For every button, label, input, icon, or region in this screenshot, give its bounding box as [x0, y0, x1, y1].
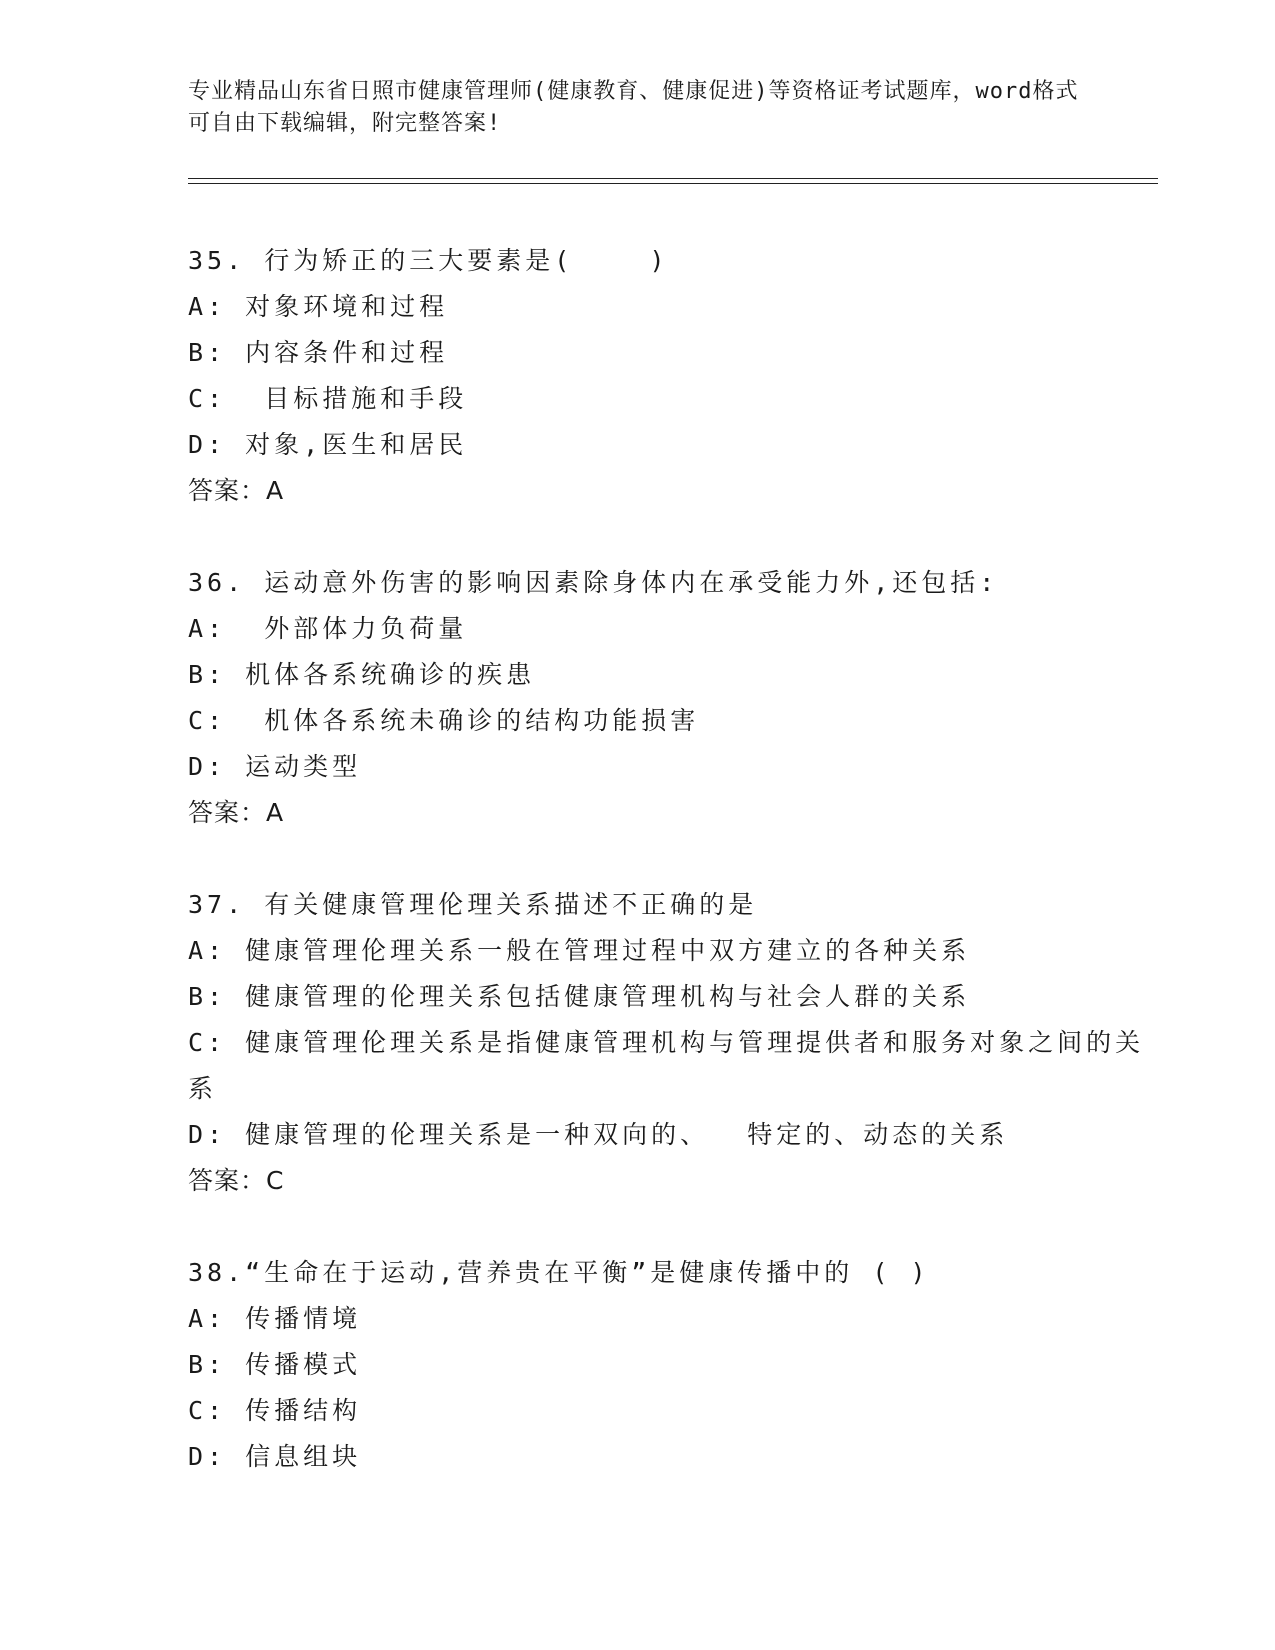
option-text: 健康管理伦理关系是指健康管理机构与管理提供者和服务对象之间的关系 — [188, 1028, 1145, 1103]
question-stem: 35. 行为矫正的三大要素是( ) — [188, 246, 669, 275]
question-35 — [188, 238, 1148, 514]
option-key: C: — [188, 706, 246, 735]
option-d — [188, 744, 1148, 790]
answer-line: 答案：A — [188, 476, 285, 505]
option-text: 机体各系统确诊的疾患 — [245, 660, 536, 689]
header-rule-bottom — [188, 183, 1158, 184]
option-key: A: — [188, 936, 246, 965]
option-a — [188, 1296, 1148, 1342]
option-a — [188, 606, 1148, 652]
option-key: D: — [188, 752, 246, 781]
option-text: 机体各系统未确诊的结构功能损害 — [245, 706, 700, 735]
question-37 — [188, 882, 1148, 1204]
option-key: B: — [188, 982, 246, 1011]
option-text: 传播模式 — [245, 1350, 362, 1379]
option-text: 外部体力负荷量 — [245, 614, 468, 643]
option-text: 对象环境和过程 — [245, 292, 449, 321]
document-header — [188, 76, 1088, 140]
option-b — [188, 974, 1148, 1020]
option-c — [188, 376, 1148, 422]
option-key: A: — [188, 1304, 246, 1333]
option-b — [188, 330, 1148, 376]
question-stem: 36. 运动意外伤害的影响因素除身体内在承受能力外,还包括: — [188, 568, 999, 597]
option-d — [188, 1434, 1148, 1480]
answer-line: 答案：A — [188, 798, 285, 827]
option-text: 内容条件和过程 — [245, 338, 449, 367]
option-b — [188, 652, 1148, 698]
option-key: B: — [188, 338, 246, 367]
option-c — [188, 1388, 1148, 1434]
option-c — [188, 698, 1148, 744]
header-rule-top — [188, 178, 1158, 179]
option-d — [188, 422, 1148, 468]
option-text: 对象,医生和居民 — [245, 430, 468, 459]
option-key: D: — [188, 1442, 246, 1471]
option-key: C: — [188, 1396, 246, 1425]
option-key: D: — [188, 430, 246, 459]
option-text: 传播结构 — [245, 1396, 362, 1425]
option-text: 传播情境 — [245, 1304, 362, 1333]
question-36 — [188, 560, 1148, 836]
answer-line: 答案：C — [188, 1166, 285, 1195]
option-text: 健康管理的伦理关系包括健康管理机构与社会人群的关系 — [245, 982, 971, 1011]
header-text: 专业精品山东省日照市健康管理师(健康教育、健康促进)等资格证考试题库，word格式可自由下载编辑，附完整答案! — [188, 79, 1079, 136]
question-list — [188, 238, 1148, 1526]
option-b — [188, 1342, 1148, 1388]
option-key: D: — [188, 1120, 246, 1149]
option-key: C: — [188, 1028, 246, 1057]
option-key: C: — [188, 384, 246, 413]
option-c — [188, 1020, 1148, 1112]
option-key: A: — [188, 614, 246, 643]
option-a — [188, 928, 1148, 974]
option-key: B: — [188, 1350, 246, 1379]
question-38 — [188, 1250, 1148, 1480]
question-stem: 37. 有关健康管理伦理关系描述不正确的是 — [188, 890, 758, 919]
question-stem: 38.“生命在于运动,营养贵在平衡”是健康传播中的 ( ) — [188, 1258, 930, 1287]
option-text: 信息组块 — [245, 1442, 362, 1471]
option-text: 目标措施和手段 — [245, 384, 468, 413]
option-key: B: — [188, 660, 246, 689]
option-key: A: — [188, 292, 246, 321]
option-a — [188, 284, 1148, 330]
option-text: 健康管理伦理关系一般在管理过程中双方建立的各种关系 — [245, 936, 971, 965]
option-text: 运动类型 — [245, 752, 362, 781]
option-d — [188, 1112, 1148, 1158]
option-text: 健康管理的伦理关系是一种双向的、 特定的、动态的关系 — [245, 1120, 1009, 1149]
